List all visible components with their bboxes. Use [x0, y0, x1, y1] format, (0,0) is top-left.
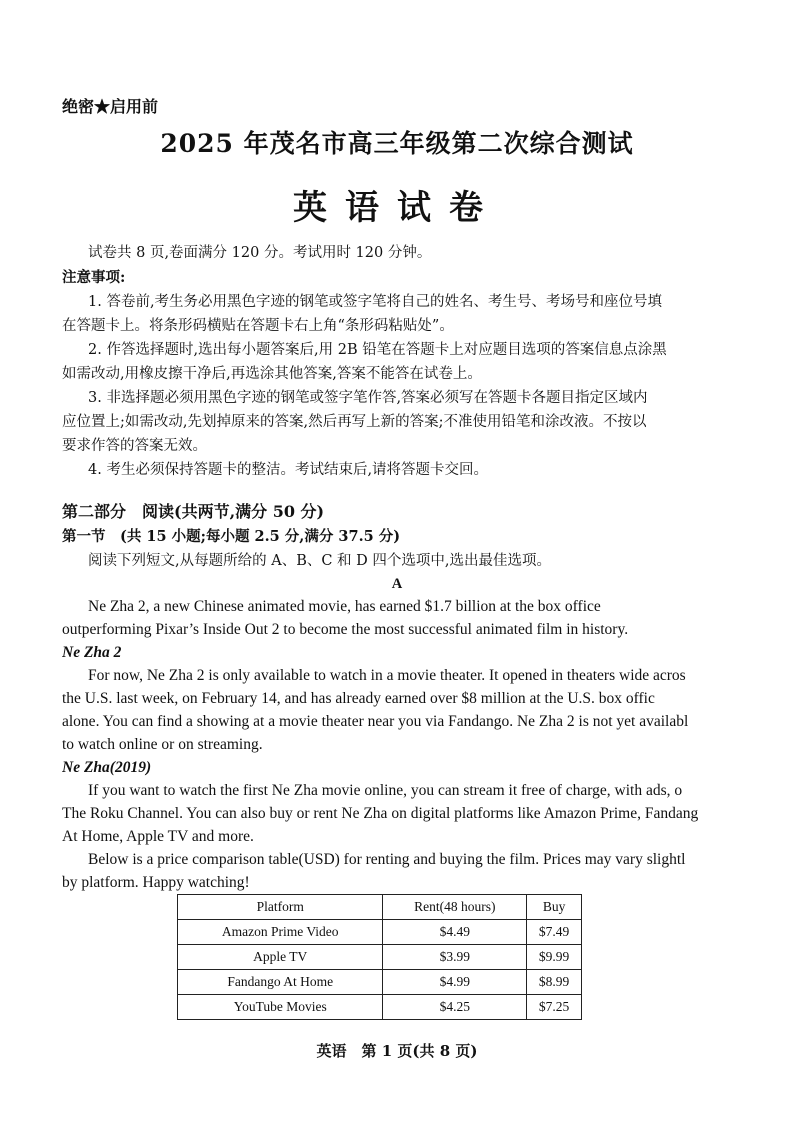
passage-line: At Home, Apple TV and more. [62, 828, 254, 845]
table-cell: Apple TV [178, 945, 383, 970]
price-comparison-table [177, 894, 582, 1020]
column-header: Buy [527, 895, 582, 920]
passage-heading: Ne Zha 2 [62, 644, 122, 661]
subject-title: 英语试卷 [293, 188, 501, 228]
table-cell: YouTube Movies [178, 995, 383, 1020]
confidential-mark: 绝密★启用前 [62, 97, 159, 116]
exam-info: 试卷共 8 页,卷面满分 120 分。考试用时 120 分钟。 [88, 245, 432, 261]
table-cell: $8.99 [527, 970, 582, 995]
table-row [178, 920, 582, 945]
part-title: 第二部分 阅读(共两节,满分 50 分) [62, 502, 325, 521]
notice-line: 应位置上;如需改动,先划掉原来的答案,然后再写上新的答案;不准使用铅笔和涂改液。不按以 [62, 414, 647, 430]
notice-line: 3. 非选择题必须用黑色字迹的钢笔或签字笔作答,答案必须写在答题卡各题目指定区域内 [88, 390, 648, 406]
table-cell: Fandango At Home [178, 970, 383, 995]
column-header: Platform [178, 895, 383, 920]
notice-line: 在答题卡上。将条形码横贴在答题卡右上角“条形码粘贴处”。 [62, 318, 454, 334]
section-subtitle: 第一节 (共 15 小题;每小题 2.5 分,满分 37.5 分) [62, 528, 401, 545]
notice-heading: 注意事项: [62, 269, 126, 286]
table-header-row [178, 895, 582, 920]
page-footer: 英语 第 1 页(共 8 页) [316, 1042, 478, 1060]
notice-line: 4. 考生必须保持答题卡的整洁。考试结束后,请将答题卡交回。 [88, 462, 489, 478]
passage-line: Ne Zha 2, a new Chinese animated movie, has earned $1.7 billion at the box office [88, 598, 601, 615]
passage-line: Below is a price comparison table(USD) for renting and buying the film. Prices may vary slightl [88, 851, 686, 868]
table-row [178, 995, 582, 1020]
table-row [178, 970, 582, 995]
notice-line: 要求作答的答案无效。 [62, 438, 207, 454]
passage-line: by platform. Happy watching! [62, 874, 250, 891]
table-cell: $4.99 [383, 970, 527, 995]
passage-line: outperforming Pixar’s Inside Out 2 to become the most successful animated film in history. [62, 621, 629, 638]
passage-heading: Ne Zha(2019) [62, 759, 152, 776]
passage-line: The Roku Channel. You can also buy or rent Ne Zha on digital platforms like Amazon Prime, Fandang [62, 805, 699, 822]
exam-title: 2025 年茂名市高三年级第二次综合测试 [160, 129, 634, 158]
table-cell: $4.49 [383, 920, 527, 945]
notice-line: 2. 作答选择题时,选出每小题答案后,用 2B 铅笔在答题卡上对应题目选项的答案信息点涂黑 [88, 342, 667, 358]
table-cell: $3.99 [383, 945, 527, 970]
notice-line: 1. 答卷前,考生务必用黑色字迹的钢笔或签字笔将自己的姓名、考生号、考场号和座位号填 [88, 294, 663, 310]
passage-line: If you want to watch the first Ne Zha movie online, you can stream it free of charge, with ads, o [88, 782, 683, 799]
table-cell: $9.99 [527, 945, 582, 970]
section-instruction: 阅读下列短文,从每题所给的 A、B、C 和 D 四个选项中,选出最佳选项。 [88, 553, 551, 569]
passage-label: A [391, 576, 403, 592]
table-cell: $4.25 [383, 995, 527, 1020]
passage-line: For now, Ne Zha 2 is only available to watch in a movie theater. It opened in theaters wide acros [88, 667, 686, 684]
passage-line: alone. You can find a showing at a movie theater near you via Fandango. Ne Zha 2 is not yet availabl [62, 713, 689, 730]
table-cell: Amazon Prime Video [178, 920, 383, 945]
passage-line: to watch online or on streaming. [62, 736, 263, 753]
passage-line: the U.S. last week, on February 14, and has already earned over $8 million at the U.S. box offic [62, 690, 655, 707]
column-header: Rent(48 hours) [383, 895, 527, 920]
table-cell: $7.49 [527, 920, 582, 945]
notice-line: 如需改动,用橡皮擦干净后,再选涂其他答案,答案不能答在试卷上。 [62, 366, 482, 382]
table-cell: $7.25 [527, 995, 582, 1020]
table-row [178, 945, 582, 970]
